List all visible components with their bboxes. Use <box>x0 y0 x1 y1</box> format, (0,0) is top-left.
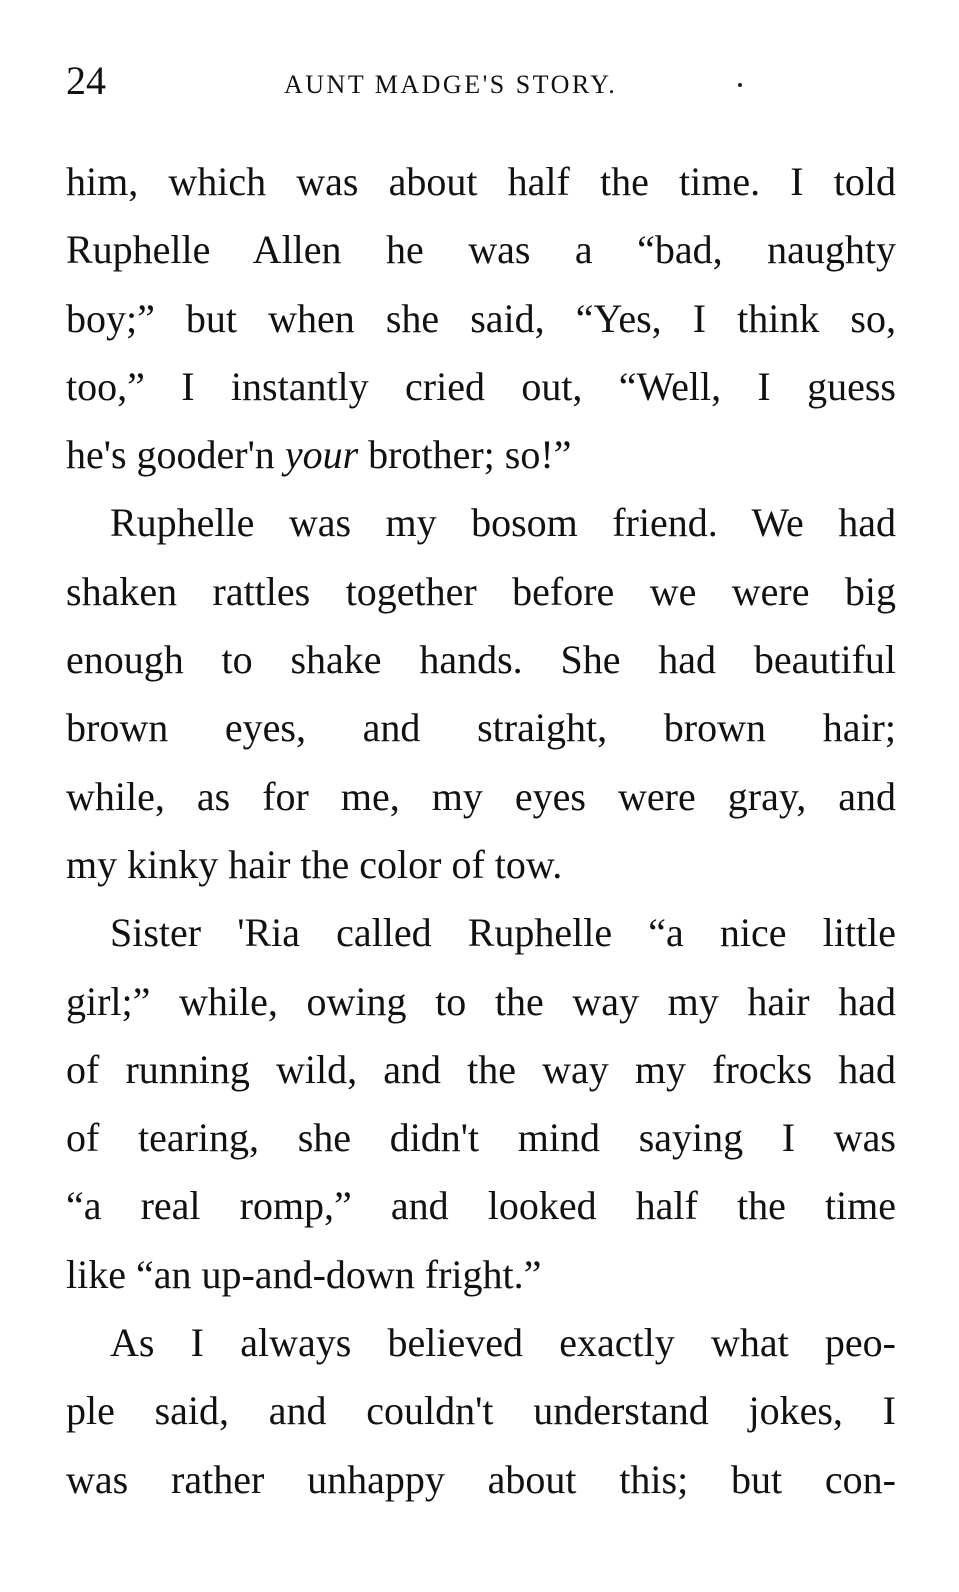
body-text <box>66 148 896 1514</box>
text-line: of tearing, she didn't mind saying I was <box>66 1115 896 1161</box>
text-line: my kinky hair the color of tow. <box>66 841 563 887</box>
text-line: brown eyes, and straight, brown hair; <box>66 705 896 751</box>
print-speck <box>738 83 742 87</box>
text-line: girl;” while, owing to the way my hair had <box>66 978 896 1024</box>
text-line: As I always believed exactly what peo- <box>110 1320 896 1366</box>
text-line: “a real romp,” and looked half the time <box>66 1183 896 1229</box>
text-line: Ruphelle was my bosom friend. We had <box>110 500 896 546</box>
text-line: ple said, and couldn't understand jokes, I <box>66 1388 896 1434</box>
text-line: him, which was about half the time. I told <box>66 159 896 204</box>
text-line: like “an up-and-down fright.” <box>66 1251 542 1297</box>
text-line: Ruphelle Allen he was a “bad, naughty <box>66 227 896 273</box>
text-line: of running wild, and the way my frocks had <box>66 1046 896 1092</box>
text-line <box>66 421 896 489</box>
text-line: Sister 'Ria called Ruphelle “a nice little <box>110 910 896 956</box>
text-line: enough to shake hands. She had beautiful <box>66 637 896 683</box>
page-number: 24 <box>66 58 106 103</box>
text-run: he's gooder'n <box>66 432 285 478</box>
page-header <box>66 56 896 106</box>
text-line: shaken rattles together before we were big <box>66 568 896 614</box>
text-line: too,” I instantly cried out, “Well, I guess <box>66 363 896 409</box>
running-title: AUNT MADGE'S STORY. <box>284 70 618 99</box>
text-line: while, as for me, my eyes were gray, and <box>66 773 896 819</box>
text-line: boy;” but when she said, “Yes, I think so, <box>66 295 896 341</box>
text-line: was rather unhappy about this; but con- <box>66 1456 896 1502</box>
text-run: brother; so!” <box>358 432 572 478</box>
emphasis-word: your <box>284 432 359 478</box>
